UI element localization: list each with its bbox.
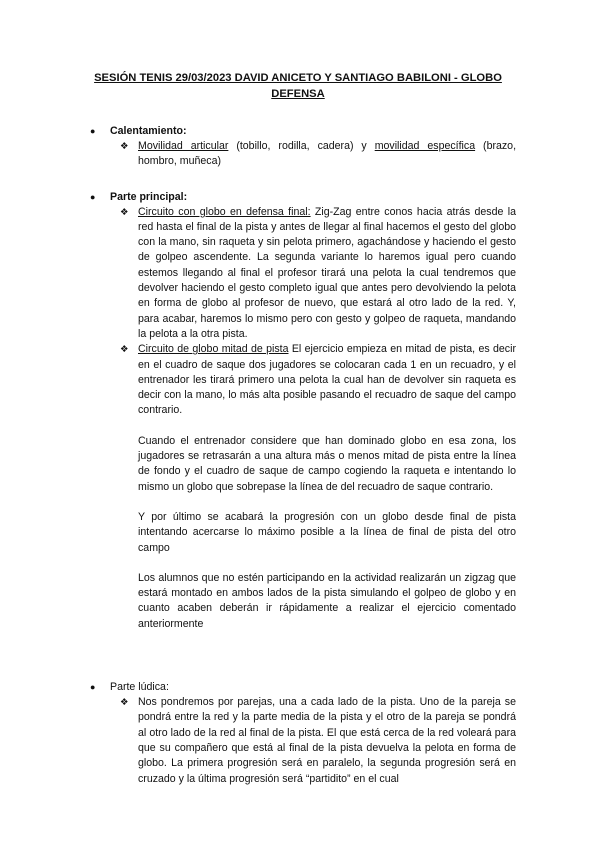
text-run: (tobillo, rodilla, cadera) y bbox=[228, 140, 375, 152]
text-run: El ejercicio empieza en mitad de pista, es decir en el cuadro de saque dos jugadores se colocaran cada 1 en un recuadro, y el entrenador les tirará primero una pelota la cual han de devolver sin raqueta es decir con la mano, lo más alta posible pasando el recuadro de saque del campo contrario. bbox=[138, 343, 516, 417]
diamond-bullet-icon: ❖ bbox=[120, 344, 129, 356]
sub-list bbox=[120, 139, 516, 170]
section-label: Parte lúdica: bbox=[110, 681, 169, 694]
diamond-bullet-icon: ❖ bbox=[120, 206, 129, 218]
paragraph: Cuando el entrenador considere que han dominado globo en esa zona, los jugadores se retrasarán a una altura más o menos mitad de pista entre la línea de fondo y el cuadro de saque de campo cogiendo la raqueta e intentando lo mismo un globo que sobrepase la línea de del recuadro de saque contrario. bbox=[138, 434, 516, 493]
list-item bbox=[120, 695, 516, 787]
bullet-icon: ● bbox=[90, 126, 96, 136]
list-item-text bbox=[138, 342, 516, 418]
text-run: Zig-Zag entre conos hacia atrás desde la red hasta el final de la pista y antes de llegar al final hacemos el gesto del globo con la mano, sin raqueta y sin pelota primero, agachándose y haciendo el gesto de golpeo ascendente. La segunda variante lo haremos igual pero cuando estemos llegando al final el profesor tirará una pelota la cual tendremos que devolver haciendo el gesto completo igual que antes pero devolviendo la pelota en forma de globo al profesor de nuevo, que estará al otro lado de la red. Y, para acabar, haremos lo mismo pero con gesto y golpeo de raqueta, mandando la pelota a la otra pista. bbox=[138, 205, 516, 340]
underlined-term: Circuito con globo en defensa final: bbox=[138, 205, 311, 218]
sub-list bbox=[120, 695, 516, 787]
list-item bbox=[120, 205, 516, 343]
underlined-term: movilidad específica bbox=[374, 140, 476, 152]
diamond-bullet-icon: ❖ bbox=[120, 697, 129, 709]
list-item-text bbox=[138, 139, 516, 170]
paragraph: Los alumnos que no estén participando en la actividad realizarán un zigzag que estará montado en ambos lados de la pista simulando el golpeo de globo y en cuanto acaben deberán ir rápidamente a realizar el ejercicio comentado anteriormente bbox=[138, 571, 516, 630]
section-heading bbox=[90, 124, 516, 139]
document-title: SESIÓN TENIS 29/03/2023 DAVID ANICETO Y SANTIAGO BABILONI - GLOBO DEFENSA bbox=[94, 72, 502, 100]
section-heading bbox=[90, 680, 516, 695]
section-label: Parte principal: bbox=[110, 190, 188, 203]
text-run: (brazo, hombro, muñeca) bbox=[138, 140, 517, 168]
sub-list bbox=[120, 205, 516, 419]
section-calentamiento bbox=[90, 124, 516, 170]
bullet-icon: ● bbox=[90, 682, 96, 693]
underlined-term: Movilidad articular bbox=[138, 140, 229, 152]
paragraph: Y por último se acabará la progresión con un globo desde final de pista intentando acercarse lo máximo posible a la línea de final de pista del otro campo bbox=[138, 510, 516, 554]
list-item bbox=[120, 342, 516, 418]
list-item-text bbox=[138, 205, 516, 343]
section-label: Calentamiento: bbox=[110, 125, 187, 137]
list-item-text: Nos pondremos por parejas, una a cada lado de la pista. Uno de la pareja se pondrá entre la red y la parte media de la pista y el otro de la pareja se pondrá al otro lado de la red al final de la pista. El que está cerca de la red voleará para que su compañero que está al final de la pista devuelva la pelota en forma de globo. La primera progresión será en paralelo, la segunda progresión será en cruzado y la última progresión será “partidito” en el cual bbox=[138, 696, 516, 785]
section-parte-principal bbox=[90, 190, 516, 632]
section-heading bbox=[90, 190, 516, 205]
underlined-term: Circuito de globo mitad de pista bbox=[138, 343, 289, 356]
list-item bbox=[120, 139, 516, 170]
section-parte-ludica bbox=[90, 680, 516, 787]
diamond-bullet-icon: ❖ bbox=[120, 141, 129, 152]
bullet-icon: ● bbox=[90, 191, 96, 202]
